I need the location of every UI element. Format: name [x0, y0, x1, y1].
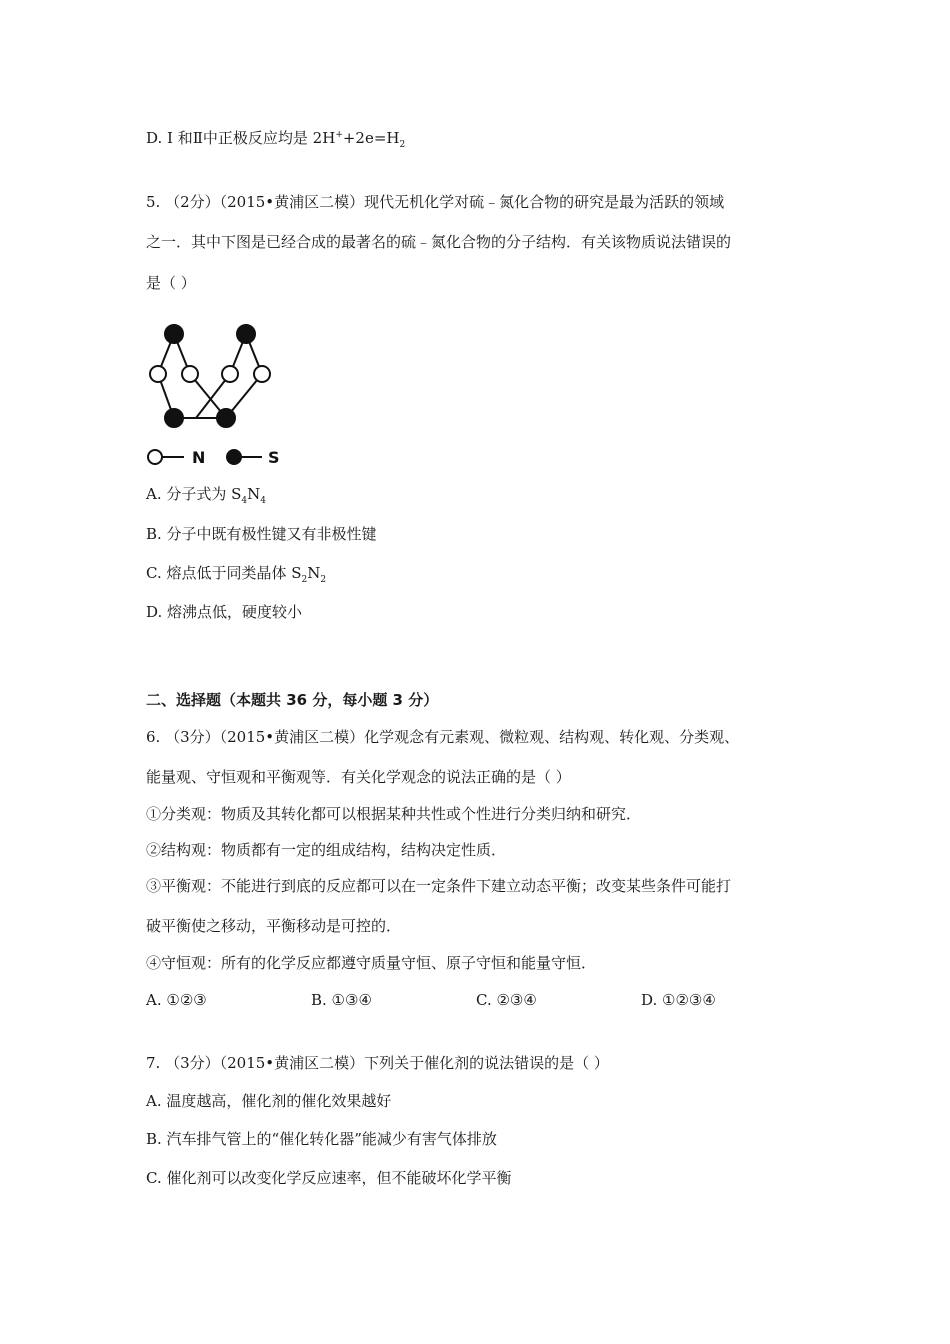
- nitrogen-atoms: [150, 366, 270, 382]
- q7-option-a: A. 温度越高，催化剂的催化效果越好: [146, 1092, 392, 1110]
- q7-option-c: C. 催化剂可以改变化学反应速率，但不能破坏化学平衡: [146, 1169, 512, 1187]
- q6-option-a: A. ①②③: [146, 991, 207, 1009]
- q5-option-a: A. 分子式为 $S_4N_4$: [146, 485, 267, 506]
- q6-item-2: ②结构观：物质都有一定的组成结构，结构决定性质．: [146, 841, 507, 859]
- nitrogen-atom: [150, 366, 166, 382]
- sulfur-atom: [165, 409, 183, 427]
- q5-option-d: D. 熔沸点低，硬度较小: [146, 603, 303, 621]
- nitrogen-atom: [222, 366, 238, 382]
- q7-stem: 7. （3分）（2015•黄浦区二模）下列关于催化剂的说法错误的是（ ）: [146, 1054, 609, 1072]
- q6-item-3-line-1: ③平衡观：不能进行到底的反应都可以在一定条件下建立动态平衡；改变某些条件可能打: [146, 877, 732, 895]
- q5-option-c: C. 熔点低于同类晶体 $S_2N_2$: [146, 564, 327, 585]
- nitrogen-atom: [182, 366, 198, 382]
- sulfur-atom: [237, 325, 255, 343]
- nitrogen-atom: [254, 366, 270, 382]
- sulfur-nitride-molecule-diagram: [140, 318, 290, 473]
- legend-sulfur-label: S: [268, 448, 280, 467]
- section-heading: 二、选择题（本题共 36 分，每小题 3 分）: [146, 691, 439, 709]
- sulfur-atom: [165, 325, 183, 343]
- legend-nitrogen-label: N: [192, 448, 206, 467]
- q5-stem-line-2: 之一．其中下图是已经合成的最著名的硫﹣氮化合物的分子结构．有关该物质说法错误的: [146, 233, 732, 251]
- q6-option-c: C. ②③④: [476, 991, 537, 1009]
- bond-lines: [158, 334, 262, 457]
- q6-stem-line-1: 6. （3分）（2015•黄浦区二模）化学观念有元素观、微粒观、结构观、转化观、分类观、: [146, 728, 740, 746]
- q5-stem-line-3: 是（ ）: [146, 274, 196, 292]
- q5-option-b: B. 分子中既有极性键又有非极性键: [146, 525, 377, 543]
- sulfur-atom: [217, 409, 235, 427]
- q6-option-d: D. ①②③④: [641, 991, 716, 1009]
- legend-nitrogen-marker: [148, 450, 162, 464]
- q6-option-b: B. ①③④: [311, 991, 372, 1009]
- q5-stem-line-1: 5. （2分）（2015•黄浦区二模）现代无机化学对硫﹣氮化合物的研究是最为活跃的领域: [146, 193, 725, 211]
- q6-stem-line-2: 能量观、守恒观和平衡观等．有关化学观念的说法正确的是（ ）: [146, 768, 571, 786]
- q6-item-3-line-2: 破平衡使之移动，平衡移动是可控的．: [146, 917, 402, 935]
- q4-option-d: D. Ⅰ 和Ⅱ中正极反应均是 $2H^++2e=H_2$: [146, 129, 406, 150]
- legend-sulfur-marker: [226, 449, 242, 465]
- sulfur-atoms: [165, 325, 255, 427]
- q6-item-4: ④守恒观：所有的化学反应都遵守质量守恒、原子守恒和能量守恒．: [146, 954, 597, 972]
- q6-item-1: ①分类观：物质及其转化都可以根据某种共性或个性进行分类归纳和研究．: [146, 805, 642, 823]
- q7-option-b: B. 汽车排气管上的“催化转化器”能减少有害气体排放: [146, 1130, 497, 1148]
